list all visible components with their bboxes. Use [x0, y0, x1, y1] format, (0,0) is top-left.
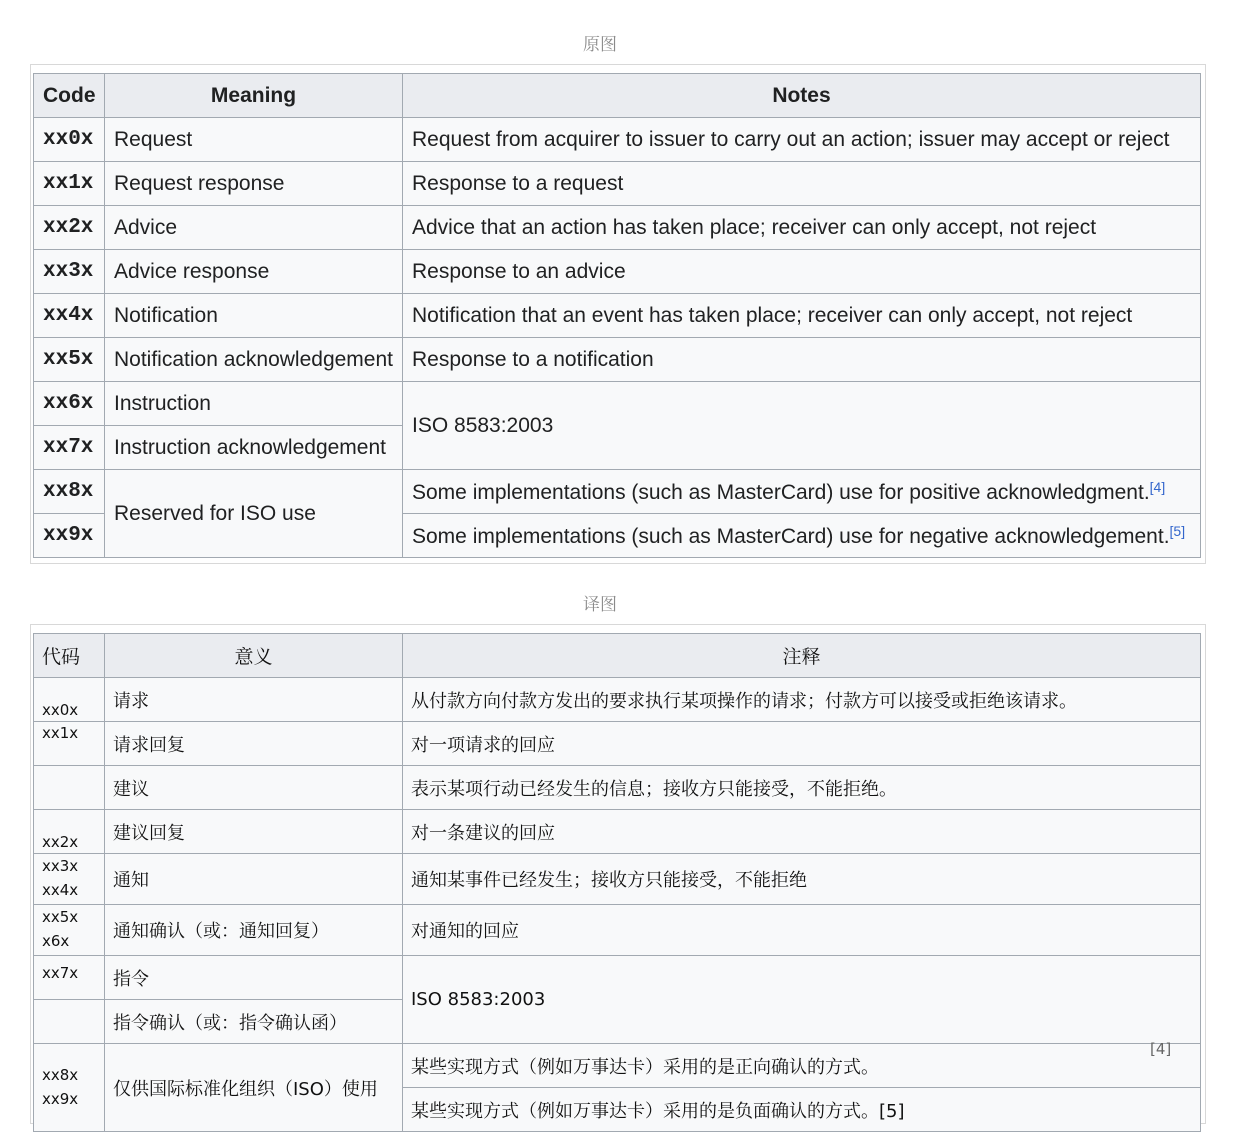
code-cell: xx6x: [34, 382, 105, 426]
header-meaning: 意义: [105, 634, 403, 678]
code-cell: xx1x: [34, 722, 105, 766]
table-row: [34, 162, 1201, 206]
meaning-cell: Instruction: [105, 382, 403, 426]
meaning-cell: Request response: [105, 162, 403, 206]
meaning-cell: Advice response: [105, 250, 403, 294]
notes-cell: ISO 8583:2003: [403, 956, 1201, 1044]
code-cell: xx7x: [34, 426, 105, 470]
meaning-cell: 建议回复: [105, 810, 403, 854]
table-row: [34, 118, 1201, 162]
notes-cell: Response to an advice: [403, 250, 1201, 294]
table-row: [34, 905, 1201, 956]
meaning-cell: 通知: [105, 854, 403, 905]
meaning-cell: 指令确认（或：指令确认函）: [105, 1000, 403, 1044]
code-cell: xx8x: [34, 470, 105, 514]
table-row: [34, 1044, 1201, 1088]
table-row: [34, 206, 1201, 250]
meaning-cell: 通知确认（或：通知回复）: [105, 905, 403, 956]
notes-cell: 表示某项行动已经发生的信息；接收方只能接受，不能拒绝。: [403, 766, 1201, 810]
table-row: [34, 678, 1201, 722]
notes-cell: 对一项请求的回应: [403, 722, 1201, 766]
table-row: [34, 810, 1201, 854]
table-row: [34, 382, 1201, 426]
notes-cell: ISO 8583:2003: [403, 382, 1201, 470]
notes-cell: 对通知的回应: [403, 905, 1201, 956]
caption-original: 原图: [583, 35, 617, 55]
notes-cell: [403, 514, 1201, 558]
table-row: [34, 722, 1201, 766]
meaning-cell: Advice: [105, 206, 403, 250]
table-row: [34, 294, 1201, 338]
code-cell: xx2x: [34, 810, 105, 854]
notes-cell: 通知某事件已经发生；接收方只能接受，不能拒绝: [403, 854, 1201, 905]
code-cell: xx0x: [34, 118, 105, 162]
table-row: [34, 854, 1201, 905]
code-cell: xx5x: [34, 338, 105, 382]
header-notes: Notes: [403, 74, 1201, 118]
code-cell: xx8x xx9x: [34, 1044, 105, 1132]
meaning-cell: Notification acknowledgement: [105, 338, 403, 382]
table-row: [34, 338, 1201, 382]
table-row: [34, 250, 1201, 294]
notes-cell: [403, 470, 1201, 514]
header-meaning: Meaning: [105, 74, 403, 118]
table-row: [34, 766, 1201, 810]
meaning-cell: 指令: [105, 956, 403, 1000]
notes-cell: Advice that an action has taken place; receiver can only accept, not reject: [403, 206, 1201, 250]
notes-cell: Response to a request: [403, 162, 1201, 206]
code-cell: [34, 766, 105, 810]
original-table: [33, 73, 1201, 558]
code-cell: xx0x: [34, 678, 105, 722]
code-cell: xx3x xx4x: [34, 854, 105, 905]
header-code: Code: [34, 74, 105, 118]
code-cell: xx3x: [34, 250, 105, 294]
meaning-cell: Request: [105, 118, 403, 162]
notes-text: Some implementations (such as MasterCard) use for negative acknowledgement.: [412, 524, 1170, 548]
code-cell: [34, 1000, 105, 1044]
meaning-cell: Notification: [105, 294, 403, 338]
notes-cell: Response to a notification: [403, 338, 1201, 382]
meaning-cell: 建议: [105, 766, 403, 810]
meaning-cell: 请求回复: [105, 722, 403, 766]
meaning-cell: 仅供国际标准化组织（ISO）使用: [105, 1044, 403, 1132]
header-code: 代码: [34, 634, 105, 678]
reference-link[interactable]: [5]: [1169, 522, 1186, 539]
code-cell: xx1x: [34, 162, 105, 206]
meaning-cell: Instruction acknowledgement: [105, 426, 403, 470]
notes-cell: 从付款方向付款方发出的要求执行某项操作的请求；付款方可以接受或拒绝该请求。: [403, 678, 1201, 722]
meaning-cell: 请求: [105, 678, 403, 722]
meaning-cell: Reserved for ISO use: [105, 470, 403, 558]
table-row: [34, 470, 1201, 514]
code-cell: xx7x: [34, 956, 105, 1000]
code-cell: xx5x x6x: [34, 905, 105, 956]
code-cell: xx4x: [34, 294, 105, 338]
code-cell: xx9x: [34, 514, 105, 558]
notes-cell: Request from acquirer to issuer to carry out an action; issuer may accept or reject: [403, 118, 1201, 162]
reference-link[interactable]: [4]: [1149, 478, 1166, 495]
code-cell: xx2x: [34, 206, 105, 250]
reference-link[interactable]: [4]: [1150, 1040, 1172, 1058]
translated-table: [33, 633, 1201, 1132]
notes-text: Some implementations (such as MasterCard) use for positive acknowledgment.: [412, 480, 1150, 504]
caption-translated: 译图: [583, 595, 617, 615]
notes-cell: 对一条建议的回应: [403, 810, 1201, 854]
notes-cell: 某些实现方式（例如万事达卡）采用的是负面确认的方式。[5]: [403, 1088, 1201, 1132]
notes-cell: 某些实现方式（例如万事达卡）采用的是正向确认的方式。: [403, 1044, 1201, 1088]
notes-cell: Notification that an event has taken place; receiver can only accept, not reject: [403, 294, 1201, 338]
table-row: [34, 956, 1201, 1000]
header-notes: 注释: [403, 634, 1201, 678]
